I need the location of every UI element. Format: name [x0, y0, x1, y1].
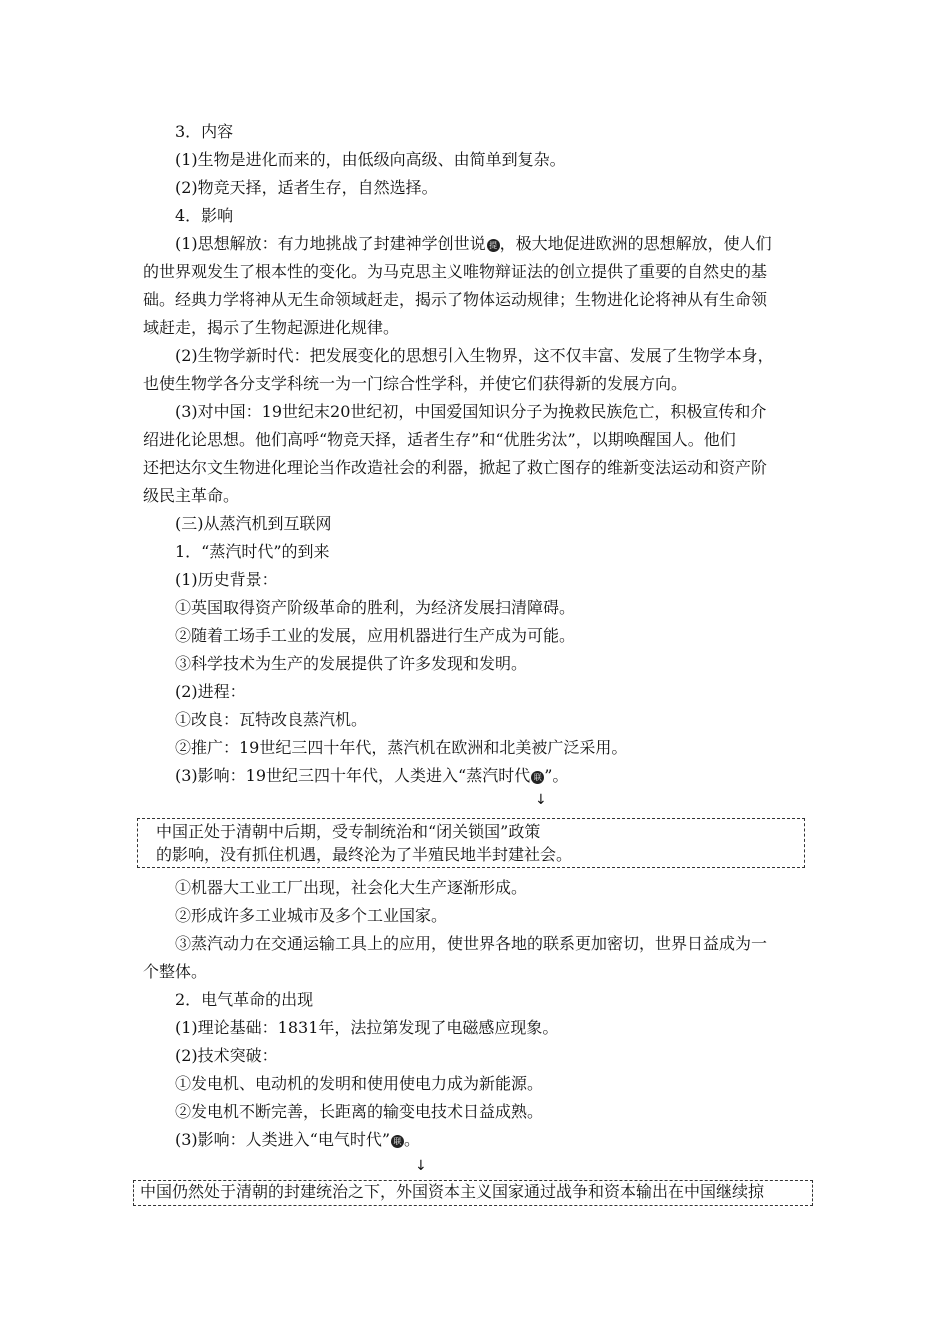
- paragraph-line: (2)物竞天择，适者生存，自然选择。: [175, 178, 438, 197]
- paragraph-line: (1)生物是进化而来的，由低级向高级、由简单到复杂。: [175, 150, 566, 169]
- paragraph-line: [175, 766, 568, 786]
- line-text: (3)影响：19世纪三四十年代，人类进入“蒸汽时代: [175, 766, 531, 785]
- paragraph-line: [175, 234, 772, 254]
- annotation-marker-icon: 联: [531, 771, 544, 784]
- paragraph-line: ②形成许多工业城市及多个工业国家。: [175, 906, 448, 925]
- note-line: 中国正处于清朝中后期，受专制统治和“闭关锁国”政策: [156, 822, 541, 841]
- paragraph-line: ①发电机、电动机的发明和使用使电力成为新能源。: [175, 1074, 544, 1093]
- line-text: (1)思想解放：有力地挑战了封建神学创世说: [175, 234, 486, 253]
- paragraph-line: [175, 1130, 420, 1150]
- dashed-note-box: [133, 1180, 813, 1206]
- paragraph-line: (1)历史背景：: [175, 570, 278, 589]
- paragraph-line: ③蒸汽动力在交通运输工具上的应用，使世界各地的联系更加密切，世界日益成为一: [175, 934, 768, 953]
- paragraph-line: 级民主革命。: [143, 486, 240, 505]
- paragraph-line: (1)理论基础：1831年，法拉第发现了电磁感应现象。: [175, 1018, 559, 1037]
- paragraph-line: 的世界观发生了根本性的变化。为马克思主义唯物辩证法的创立提供了重要的自然史的基: [143, 262, 768, 281]
- paragraph-line: 4．影响: [175, 206, 234, 225]
- subsection-heading: 2．电气革命的出现: [175, 990, 314, 1009]
- paragraph-line: 也使生物学各分支学科统一为一门综合性学科，并使它们获得新的发展方向。: [143, 374, 688, 393]
- annotation-marker-icon: 提: [487, 239, 500, 252]
- down-arrow-icon: ↓: [415, 1158, 427, 1174]
- paragraph-line: (3)对中国：19世纪末20世纪初，中国爱国知识分子为挽救民族危亡，积极宣传和介: [175, 402, 767, 421]
- paragraph-line: ②推广：19世纪三四十年代，蒸汽机在欧洲和北美被广泛采用。: [175, 738, 628, 757]
- paragraph-line: ②发电机不断完善，长距离的输变电技术日益成熟。: [175, 1102, 544, 1121]
- line-text: ”。: [544, 766, 569, 785]
- line-text: ，极大地促进欧洲的思想解放，使人们: [499, 234, 772, 253]
- paragraph-line: 域赶走，揭示了生物起源进化规律。: [143, 318, 400, 337]
- paragraph-line: (2)进程：: [175, 682, 246, 701]
- note-line: 的影响，没有抓住机遇，最终沦为了半殖民地半封建社会。: [156, 845, 573, 864]
- line-text: 。: [404, 1130, 421, 1149]
- paragraph-line: 个整体。: [143, 962, 208, 981]
- paragraph-line: ①机器大工业工厂出现，社会化大生产逐渐形成。: [175, 878, 528, 897]
- annotation-marker-icon: 联: [391, 1135, 404, 1148]
- paragraph-line: 还把达尔文生物进化理论当作改造社会的利器，掀起了救亡图存的维新变法运动和资产阶: [143, 458, 768, 477]
- subsection-heading: 1．“蒸汽时代”的到来: [175, 542, 330, 561]
- paragraph-line: 绍进化论思想。他们高呼“物竞天择，适者生存”和“优胜劣汰”，以期唤醒国人。他们: [143, 430, 736, 449]
- paragraph-line: 础。经典力学将神从无生命领域赶走，揭示了物体运动规律；生物进化论将神从有生命领: [143, 290, 768, 309]
- paragraph-line: ①英国取得资产阶级革命的胜利，为经济发展扫清障碍。: [175, 598, 576, 617]
- paragraph-line: ③科学技术为生产的发展提供了许多发现和发明。: [175, 654, 528, 673]
- note-line: 中国仍然处于清朝的封建统治之下，外国资本主义国家通过战争和资本输出在中国继续掠: [140, 1182, 765, 1201]
- paragraph-line: ①改良：瓦特改良蒸汽机。: [175, 710, 368, 729]
- paragraph-line: (2)生物学新时代：把发展变化的思想引入生物界，这不仅丰富、发展了生物学本身，: [175, 346, 774, 365]
- paragraph-line: ②随着工场手工业的发展，应用机器进行生产成为可能。: [175, 626, 576, 645]
- down-arrow-icon: ↓: [535, 792, 547, 808]
- paragraph-line: (2)技术突破：: [175, 1046, 278, 1065]
- dashed-note-box: [137, 818, 805, 868]
- section-heading: (三)从蒸汽机到互联网: [175, 514, 332, 533]
- paragraph-line: 3．内容: [175, 122, 234, 141]
- line-text: (3)影响：人类进入“电气时代”: [175, 1130, 391, 1149]
